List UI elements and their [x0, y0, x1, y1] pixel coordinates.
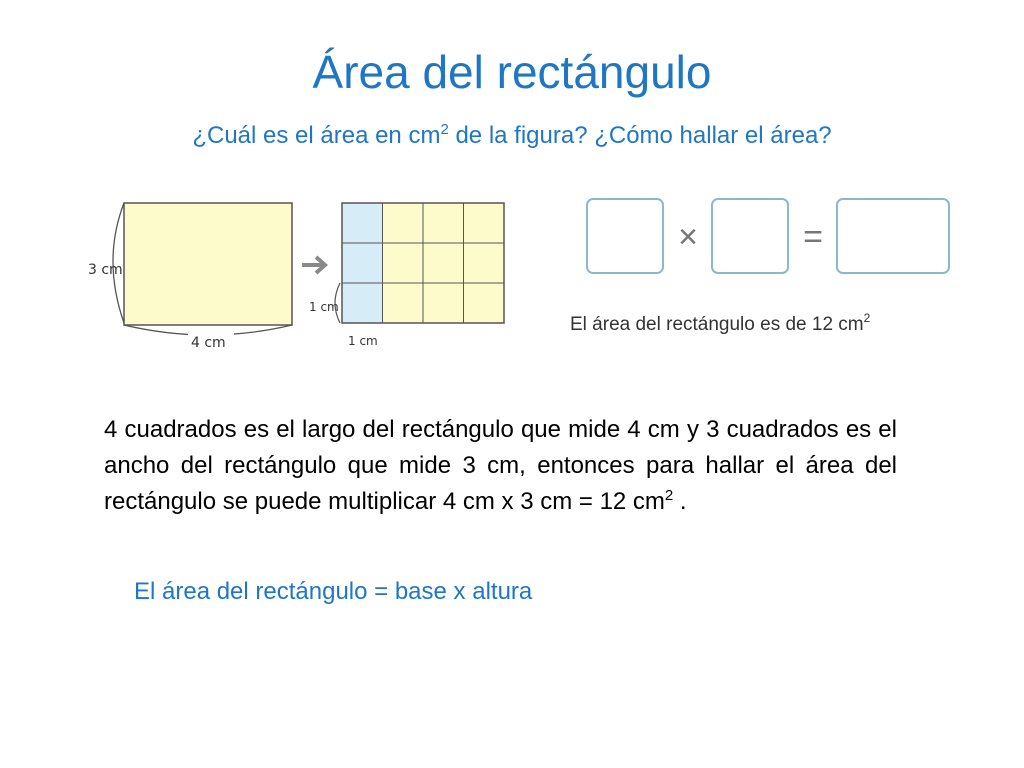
explanation-superscript: 2 — [664, 487, 674, 504]
result-text — [570, 311, 871, 335]
explanation-paragraph — [104, 412, 897, 520]
grid-cell — [464, 283, 505, 323]
slide-subtitle — [0, 112, 1024, 154]
plain-rectangle — [124, 203, 292, 325]
grid-cell — [342, 203, 383, 243]
slide-title: Área del rectángulo — [312, 46, 712, 98]
result-main: El área del rectángulo es de 12 cm — [570, 314, 864, 335]
area-formula: El área del rectángulo = base x altura — [134, 578, 533, 605]
explanation-end: . — [673, 488, 687, 515]
subtitle-superscript: 2 — [440, 121, 449, 138]
grid-rectangle — [342, 203, 504, 323]
height-label: 3 cm — [88, 262, 123, 278]
factor-box-1 — [587, 199, 663, 273]
subtitle-part1: ¿Cuál es el área en cm — [192, 122, 441, 149]
width-label: 4 cm — [191, 335, 226, 351]
grid-cell — [464, 243, 505, 283]
grid-cell — [423, 243, 464, 283]
grid-cells — [342, 203, 504, 323]
explanation-text: 4 cuadrados es el largo del rectángulo que mide 4 cm y 3 cuadrados es el ancho del rectángulo que mide 3 cm, entonces para hallar el área del rectángulo se puede multiplicar 4 cm x 3 cm = 12 cm — [104, 416, 897, 515]
grid-cell — [423, 203, 464, 243]
product-box — [837, 199, 949, 273]
arrow-right-icon — [302, 257, 325, 273]
result-superscript: 2 — [863, 311, 871, 325]
grid-cell — [383, 203, 424, 243]
rectangle-area-figure — [80, 185, 980, 360]
grid-cell — [342, 283, 383, 323]
subtitle-part2: de la figura? ¿Cómo hallar el área? — [448, 122, 832, 149]
grid-cell — [423, 283, 464, 323]
grid-cell — [383, 283, 424, 323]
unit-width-label: 1 cm — [348, 334, 378, 348]
unit-height-label: 1 cm — [309, 300, 339, 314]
factor-box-2 — [712, 199, 788, 273]
grid-cell — [342, 243, 383, 283]
figure-drawing — [80, 185, 980, 360]
grid-cell — [464, 203, 505, 243]
equals-sign: = — [803, 218, 823, 256]
grid-cell — [383, 243, 424, 283]
times-sign: × — [678, 218, 698, 256]
